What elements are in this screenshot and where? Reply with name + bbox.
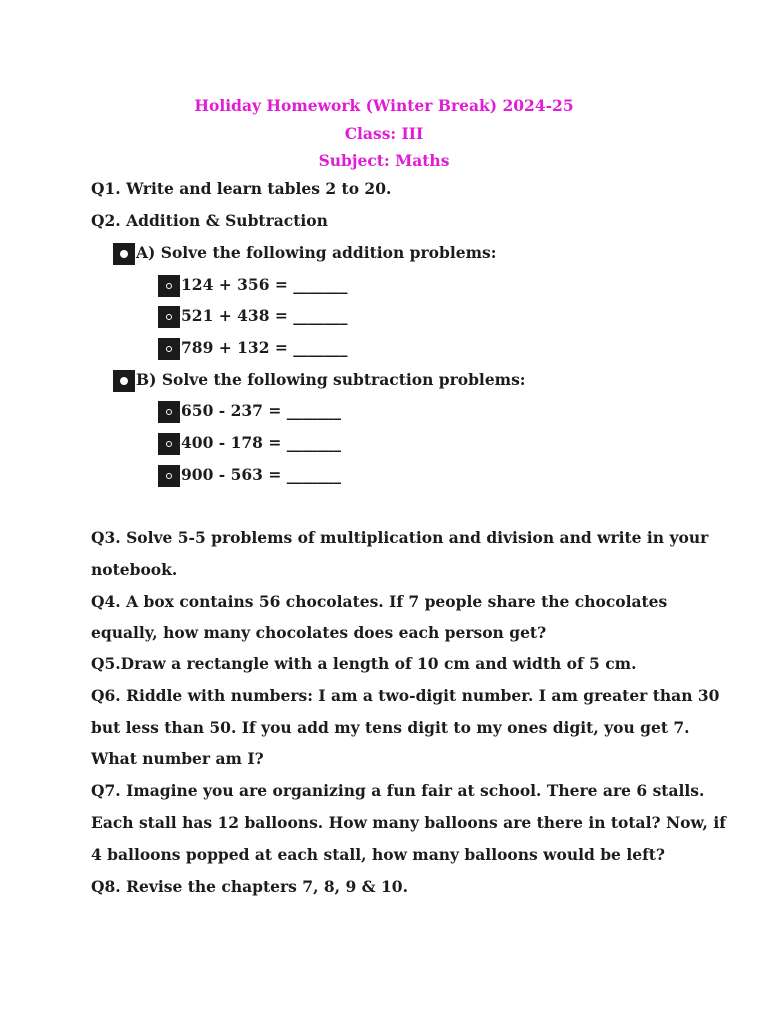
hollow-bullet-icon — [158, 433, 180, 455]
question-3-line: Q3. Solve 5-5 problems of multiplication and division and write in your — [91, 528, 709, 547]
question-6-line: What number am I? — [91, 749, 264, 768]
question-6-line: but less than 50. If you add my tens digit to my ones digit, you get 7. — [91, 718, 690, 737]
question-4-line: Q4. A box contains 56 chocolates. If 7 people share the chocolates — [91, 592, 668, 611]
subtraction-item: 650 - 237 = _______ — [181, 401, 341, 420]
question-2a-label: A) Solve the following addition problems: — [136, 243, 497, 262]
addition-item: 789 + 132 = _______ — [181, 338, 348, 357]
addition-item: 521 + 438 = _______ — [181, 306, 348, 325]
filled-bullet-icon — [113, 243, 135, 265]
question-7-line: Q7. Imagine you are organizing a fun fair at school. There are 6 stalls. — [91, 781, 705, 800]
question-5: Q5.Draw a rectangle with a length of 10 cm and width of 5 cm. — [91, 654, 637, 673]
subtraction-item: 400 - 178 = _______ — [181, 433, 341, 452]
question-1: Q1. Write and learn tables 2 to 20. — [91, 179, 392, 198]
subtraction-item: 900 - 563 = _______ — [181, 465, 341, 484]
document-title: Holiday Homework (Winter Break) 2024-25 — [194, 96, 574, 115]
question-8: Q8. Revise the chapters 7, 8, 9 & 10. — [91, 877, 408, 896]
hollow-bullet-icon — [158, 401, 180, 423]
question-2b-label: B) Solve the following subtraction problems: — [136, 370, 526, 389]
question-2: Q2. Addition & Subtraction — [91, 211, 328, 230]
subject-line: Subject: Maths — [318, 151, 450, 170]
hollow-bullet-icon — [158, 465, 180, 487]
hollow-bullet-icon — [158, 306, 180, 328]
question-7-line: 4 balloons popped at each stall, how many balloons would be left? — [91, 845, 665, 864]
addition-item: 124 + 356 = _______ — [181, 275, 348, 294]
filled-bullet-icon — [113, 370, 135, 392]
class-line: Class: III — [344, 124, 424, 143]
question-7-line: Each stall has 12 balloons. How many balloons are there in total? Now, if — [91, 813, 726, 832]
hollow-bullet-icon — [158, 338, 180, 360]
question-6-line: Q6. Riddle with numbers: I am a two-digit number. I am greater than 30 — [91, 686, 720, 705]
question-4-line: equally, how many chocolates does each person get? — [91, 623, 547, 642]
question-3-line: notebook. — [91, 560, 178, 579]
hollow-bullet-icon — [158, 275, 180, 297]
